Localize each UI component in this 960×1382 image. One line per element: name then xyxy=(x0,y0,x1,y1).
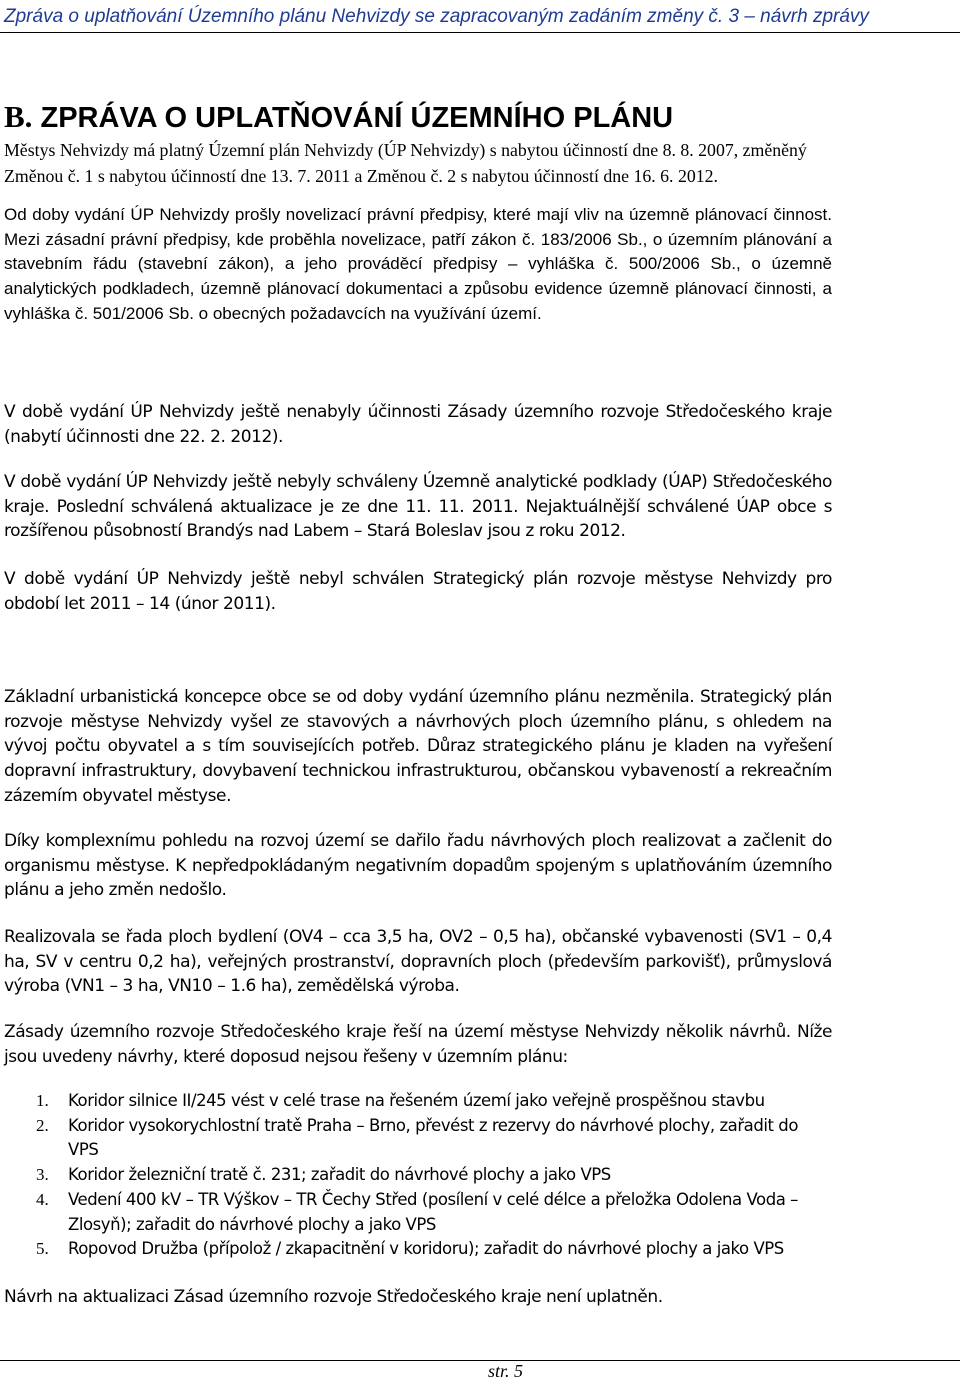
paragraph-zur-proposals: Zásady územního rozvoje Středočeského kraje řeší na území městyse Nehvizdy několik návrhů. Níže jsou uvedeny návrhy, které doposud nejsou řešeny v územním plánu: xyxy=(4,1022,832,1067)
list-item-number: 2. xyxy=(36,1115,49,1135)
paragraph-urban-concept: Základní urbanistická koncepce obce se od doby vydání územního plánu nezměnila. Strategický plán rozvoje městyse Nehvizdy vyšel ze stavových a návrhových ploch územního plánu, s ohledem na vývoj počtu obyvatel a s tím souvisejících potřeb. Důraz strategického plánu je kladen na vyřešení dopravní infrastruktury, dovybavení technickou infrastrukturou, občanskou vybaveností a rekreačním zázemím obyvatel městyse. xyxy=(4,687,832,806)
list-item xyxy=(0,1114,832,1163)
paragraph-uap: V době vydání ÚP Nehvizdy ještě nebyly schváleny Územně analytické podklady (ÚAP) Středočeského kraje. Poslední schválená aktualizace je ze dne 11. 11. 2011. Nejaktuálnější schválené ÚAP obce s rozšířenou působností Brandýs nad Labem – Stará Boleslav jsou z roku 2012. xyxy=(4,472,832,542)
page-footer-rule xyxy=(0,1360,960,1361)
paragraph-update-proposal: Návrh na aktualizaci Zásad územního rozvoje Středočeského kraje není uplatněn. xyxy=(4,1287,663,1307)
list-item xyxy=(0,1163,832,1188)
paragraph-development: Díky komplexnímu pohledu na rozvoj území se dařilo řadu návrhových ploch realizovat a začlenit do organismu městyse. K nepředpokládaným negativním dopadům spojeným s uplatňováním územního plánu a jeho změn nedošlo. xyxy=(4,831,832,901)
section-heading-text: ZPRÁVA O UPLATŇOVÁNÍ ÚZEMNÍHO PLÁNU xyxy=(40,102,674,134)
page-number: str. 5 xyxy=(488,1361,524,1381)
list-item-text: Vedení 400 kV – TR Výškov – TR Čechy Střed (posílení v celé délce a přeložka Odolena Voda – Zlosyň); zařadit do návrhové plochy a jako VPS xyxy=(68,1189,798,1234)
intro-paragraph: Městys Nehvizdy má platný Územní plán Nehvizdy (ÚP Nehvizdy) s nabytou účinností dne 8. 8. 2007, změněný Změnou č. 1 s nabytou účinností dne 13. 7. 2011 a Změnou č. 2 s nabytou účinností dne 16. 6. 2012. xyxy=(4,140,807,186)
list-item-text: Koridor vysokorychlostní tratě Praha – Brno, převést z rezervy do návrhové plochy, zařadit do VPS xyxy=(68,1115,798,1160)
list-item-number: 4. xyxy=(36,1189,49,1209)
list-item-number: 5. xyxy=(36,1239,49,1259)
list-item-number: 1. xyxy=(36,1091,49,1110)
list-item xyxy=(0,1188,832,1237)
list-item-number: 3. xyxy=(36,1165,49,1185)
section-letter: B. xyxy=(4,99,33,134)
list-item-text: Koridor silnice II/245 vést v celé trase na řešeném území jako veřejně prospěšnou stavbu xyxy=(68,1091,765,1110)
document-title: Zpráva o uplatňování Územního plánu Nehvizdy se zapracovaným zadáním změny č. 3 – návrh zprávy xyxy=(4,6,869,27)
page-header xyxy=(0,0,960,33)
paragraph-strategic-plan: V době vydání ÚP Nehvizdy ještě nebyl schválen Strategický plán rozvoje městyse Nehvizdy pro období let 2011 – 14 (únor 2011). xyxy=(4,569,832,614)
list-item-text: Koridor železniční tratě č. 231; zařadit do návrhové plochy a jako VPS xyxy=(68,1165,611,1185)
section-heading xyxy=(4,99,673,136)
list-item xyxy=(0,1089,832,1114)
proposals-list xyxy=(0,1089,832,1262)
paragraph-zur: V době vydání ÚP Nehvizdy ještě nenabyly účinnosti Zásady územního rozvoje Středočeského kraje (nabytí účinnosti dne 22. 2. 2012). xyxy=(4,402,832,447)
list-item-text: Ropovod Družba (přípolož / zkapacitnění v koridoru); zařadit do návrhové plochy a jako VPS xyxy=(68,1239,784,1259)
paragraph-legislation: Od doby vydání ÚP Nehvizdy prošly novelizací právní předpisy, které mají vliv na územně plánovací činnost. Mezi zásadní právní předpisy, kde proběhla novelizace, patří zákon č. 183/2006 Sb., o územním plánování a stavebním řádu (stavební zákon), a jeho prováděcí předpisy – vyhláška č. 500/2006 Sb., o územně analytických podkladech, územně plánovací dokumentaci a způsobu evidence územně plánovací činnosti, a vyhláška č. 501/2006 Sb. o obecných požadavcích na využívání území. xyxy=(4,205,832,323)
list-item xyxy=(0,1237,832,1262)
paragraph-realized-areas: Realizovala se řada ploch bydlení (OV4 – cca 3,5 ha, OV2 – 0,5 ha), občanské vybavenosti (SV1 – 0,4 ha, SV v centru 0,2 ha), veřejných prostranství, dopravních ploch (především parkovišť), průmyslová výroba (VN1 – 3 ha, VN10 – 1.6 ha), zemědělská výroba. xyxy=(4,927,832,997)
